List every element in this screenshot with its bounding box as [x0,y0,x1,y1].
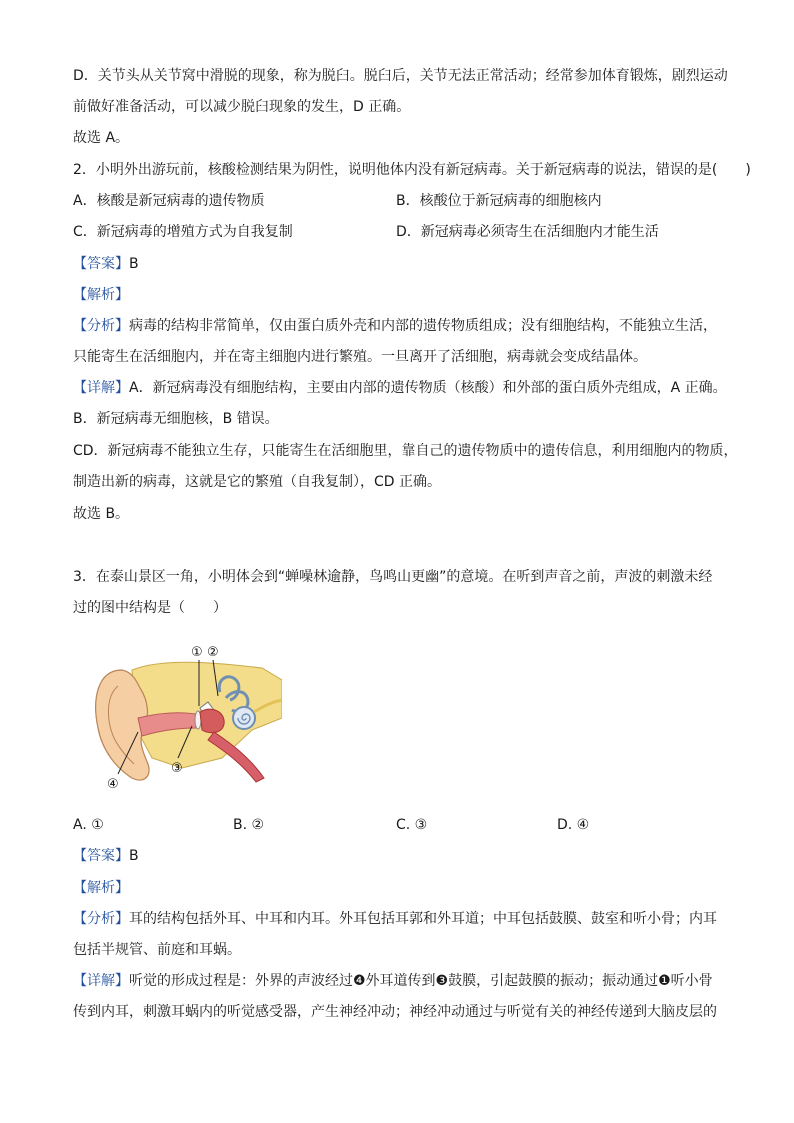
label-3: ③ [171,761,183,776]
answer-value: B [129,848,139,864]
ear-structure-diagram [92,640,282,792]
q2-answer [73,254,139,274]
answer-tag: 【答案】 [73,848,129,864]
q2-fenxi-line2: 只能寄生在活细胞内，并在寄主细胞内进行繁殖。一旦离开了活细胞，病毒就会变成结晶体。 [73,349,647,365]
xiangjie-text: A．新冠病毒没有细胞结构，主要由内部的遗传物质（核酸）和外部的蛋白质外壳组成，A 正确。 [129,380,727,396]
q3-xiangjie-line1 [73,971,713,991]
label-4: ④ [107,777,119,792]
q3-analysis-tag: 【解析】 [73,880,129,896]
q2-conclusion: 故选 B。 [73,506,130,522]
q3-option-b: B. ② [233,817,265,833]
q3-answer [73,846,139,866]
q2-option-b: B．核酸位于新冠病毒的细胞核内 [396,193,602,209]
middle-ear-cavity [200,709,224,733]
q3-option-c: C. ③ [396,817,428,833]
q2-option-a: A．核酸是新冠病毒的遗传物质 [73,193,265,209]
q3-fenxi-line2: 包括半规管、前庭和耳蜗。 [73,942,241,958]
q3-stem-line2: 过的图中结构是（ ） [73,600,227,616]
fenxi-text: 耳的结构包括外耳、中耳和内耳。外耳包括耳郭和外耳道；中耳包括鼓膜、鼓室和听小骨；内耳 [129,911,717,927]
answer-value: B [129,256,139,272]
q2-xiangjie-a [73,378,727,398]
q2-xiangjie-cd-line2: 制造出新的病毒，这就是它的繁殖（自我复制），CD 正确。 [73,474,442,490]
xiangjie-text: 听觉的形成过程是：外界的声波经过❹外耳道传到❸鼓膜，引起鼓膜的振动；振动通过❶听小骨 [129,973,713,989]
q2-stem: 2．小明外出游玩前，核酸检测结果为阴性，说明他体内没有新冠病毒。关于新冠病毒的说法，错误的是( ) [73,162,751,178]
q2-analysis-tag: 【解析】 [73,287,129,303]
q2-xiangjie-cd-line1: CD．新冠病毒不能独立生存，只能寄生在活细胞里，靠自己的遗传物质中的遗传信息，利用细胞内的物质， [73,443,738,459]
q1-option-d-explanation-line2: 前做好准备活动，可以减少脱臼现象的发生，D 正确。 [73,99,411,115]
fenxi-tag: 【分析】 [73,318,129,334]
cochlea [233,707,255,729]
answer-tag: 【答案】 [73,256,129,272]
xiangjie-tag: 【详解】 [73,973,129,989]
label-2: ② [207,645,219,660]
q3-option-a: A. ① [73,817,104,833]
fenxi-tag: 【分析】 [73,911,129,927]
q3-option-d: D. ④ [557,817,590,833]
q2-option-d: D．新冠病毒必须寄生在活细胞内才能生活 [396,224,659,240]
q2-fenxi-line1 [73,316,717,336]
q1-conclusion: 故选 A。 [73,130,130,146]
q3-xiangjie-line2: 传到内耳，刺激耳蜗内的听觉感受器，产生神经冲动；神经冲动通过与听觉有关的神经传递到大脑皮层的 [73,1004,717,1020]
q3-fenxi-line1 [73,909,717,929]
q2-xiangjie-b: B．新冠病毒无细胞核，B 错误。 [73,411,279,427]
xiangjie-tag: 【详解】 [73,380,129,396]
fenxi-text: 病毒的结构非常简单，仅由蛋白质外壳和内部的遗传物质组成；没有细胞结构，不能独立生活， [129,318,717,334]
q2-option-c: C．新冠病毒的增殖方式为自我复制 [73,224,293,240]
q1-option-d-explanation-line1: D．关节头从关节窝中滑脱的现象，称为脱臼。脱臼后，关节无法正常活动；经常参加体育锻炼，剧烈运动 [73,68,728,84]
label-1: ① [191,645,203,660]
q3-stem-line1: 3．在泰山景区一角，小明体会到“蝉噪林逾静，鸟鸣山更幽”的意境。在听到声音之前，声波的刺激未经 [73,569,713,585]
